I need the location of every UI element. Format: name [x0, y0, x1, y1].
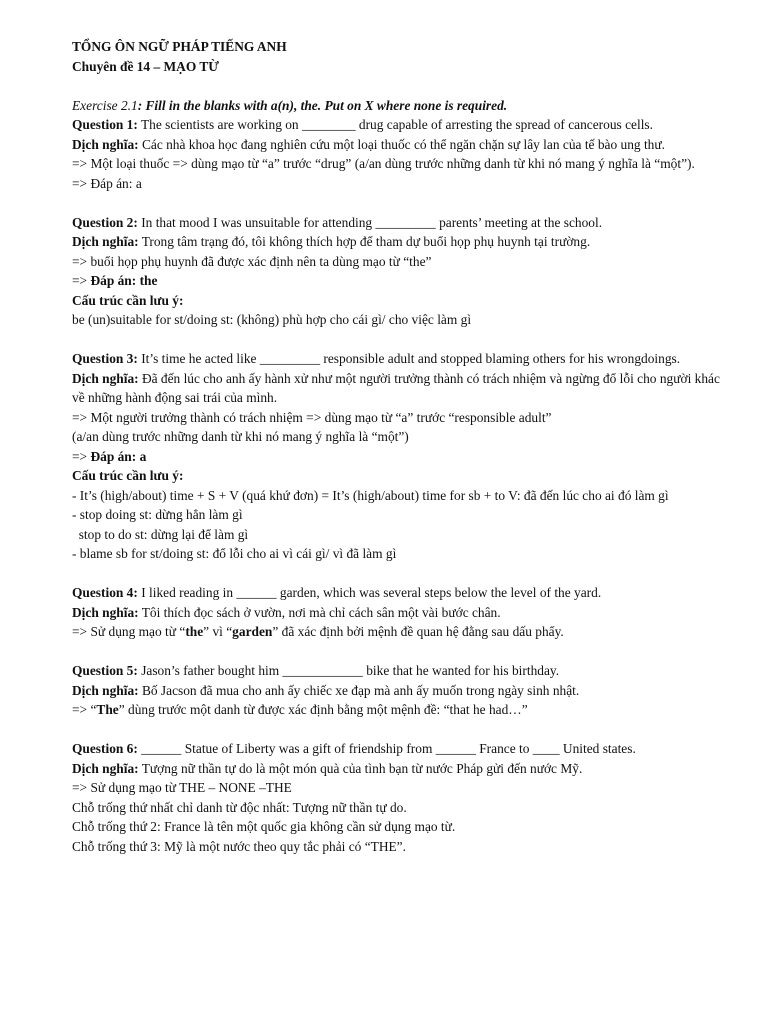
answer-text: Đáp án: a — [90, 448, 147, 464]
question-6 — [72, 739, 722, 759]
translation-label: Dịch nghĩa: — [72, 682, 139, 698]
note-part: => “ — [72, 702, 97, 717]
question-4-note — [72, 622, 722, 642]
question-2-answer — [72, 271, 722, 291]
note-part: ” đã xác định bởi mệnh đề quan hệ đằng sau dấu phẩy. — [272, 624, 564, 639]
translation-label: Dịch nghĩa: — [72, 234, 139, 249]
question-2-structure-label — [72, 291, 722, 311]
note-bold-garden: garden — [232, 624, 273, 639]
question-3-structure-3: stop to do st: dừng lại để làm gì — [72, 526, 249, 542]
answer-text: Đáp án: the — [90, 273, 158, 288]
translation-text: Bố Jacson đã mua cho anh ấy chiếc xe đạp mà anh ấy muốn trong ngày sinh nhật. — [138, 682, 580, 698]
note-part: ” vì “ — [203, 624, 233, 639]
question-3-structure-label — [72, 466, 722, 486]
question-3-note-2: (a/an dùng trước những danh từ khi nó mang ý nghĩa là “một”) — [72, 429, 409, 444]
question-2-translation — [72, 232, 722, 252]
structure-label: Cấu trúc cần lưu ý: — [72, 468, 184, 483]
question-2-text: In that mood I was unsuitable for attending _________ parents’ meeting at the school. — [137, 214, 603, 230]
document-content — [72, 37, 722, 856]
question-2-label: Question 2: — [72, 214, 138, 230]
translation-text: Tôi thích đọc sách ở vườn, nơi mà chỉ cách sân một vài bước chân. — [138, 604, 501, 620]
question-4-label: Question 4: — [72, 585, 138, 600]
question-5-text: Jason’s father bought him ____________ bike that he wanted for his birthday. — [137, 663, 560, 678]
question-6-translation — [72, 759, 722, 779]
note-bold-the: the — [185, 624, 204, 639]
question-5-note — [72, 700, 722, 720]
question-1-label: Question 1: — [72, 117, 138, 132]
note-bold-the: The — [96, 702, 119, 717]
question-3-note-1: => Một người trưởng thành có trách nhiệm => dùng mạo từ “a” trước “responsible adult” — [72, 409, 552, 425]
exercise-heading — [72, 96, 722, 116]
answer-prefix: => — [72, 448, 91, 464]
question-6-line-1: Chỗ trống thứ nhất chỉ danh từ độc nhất: Tượng nữ thần tự do. — [72, 799, 407, 815]
translation-label: Dịch nghĩa: — [72, 604, 139, 620]
question-3-structure-4: - blame sb for st/doing st: đổ lỗi cho ai vì cái gì/ vì đã làm gì — [72, 546, 397, 561]
question-3-structure-1: - It’s (high/about) time + S + V (quá khứ đơn) = It’s (high/about) time for sb + to V: đã đến lúc cho ai đó làm gì — [72, 487, 669, 503]
question-6-label: Question 6: — [72, 741, 138, 756]
question-2-structure: be (un)suitable for st/doing st: (không) phù hợp cho cái gì/ cho việc làm gì — [72, 312, 472, 327]
question-5-translation — [72, 681, 722, 701]
question-3-translation — [72, 369, 722, 408]
translation-label: Dịch nghĩa: — [72, 136, 139, 152]
question-4-translation — [72, 603, 722, 623]
translation-text: Đã đến lúc cho anh ấy hành xử như một người trưởng thành có trách nhiệm và ngừng đổ lỗi cho người khác về những hành động sai trái của mình. — [72, 370, 720, 405]
question-6-line-3: Chỗ trống thứ 3: Mỹ là một nước theo quy tắc phải có “THE”. — [72, 838, 406, 854]
exercise-label: Exercise 2.1 — [72, 97, 138, 113]
question-1 — [72, 115, 722, 135]
question-1-text: The scientists are working on ________ drug capable of arresting the spread of cancerous cells. — [137, 117, 653, 132]
question-5-label: Question 5: — [72, 663, 138, 678]
translation-text: Tượng nữ thần tự do là một món quà của tình bạn từ nước Pháp gửi đến nước Mỹ. — [138, 760, 583, 776]
question-4-text: I liked reading in ______ garden, which was several steps below the level of the yard. — [137, 585, 602, 600]
question-1-translation — [72, 135, 722, 155]
question-3-structure-2: - stop doing st: dừng hẳn làm gì — [72, 507, 243, 522]
question-5 — [72, 661, 722, 681]
question-1-answer: => Đáp án: a — [72, 175, 142, 191]
question-2 — [72, 213, 722, 233]
exercise-instruction: : Fill in the blanks with a(n), the. Put on X where none is required. — [137, 97, 508, 113]
note-part: => Sử dụng mạo từ “ — [72, 624, 186, 639]
note-part: ” dùng trước một danh từ được xác định bằng một mệnh đề: “that he had…” — [118, 702, 528, 717]
document-subtitle: Chuyên đề 14 – MẠO TỪ — [72, 58, 219, 74]
translation-label: Dịch nghĩa: — [72, 370, 139, 386]
translation-text: Trong tâm trạng đó, tôi không thích hợp để tham dự buổi họp phụ huynh tại trường. — [138, 234, 591, 249]
question-2-note: => buổi họp phụ huynh đã được xác định nên ta dùng mạo từ “the” — [72, 253, 432, 269]
question-3-answer — [72, 447, 722, 467]
structure-label: Cấu trúc cần lưu ý: — [72, 292, 184, 308]
question-1-note: => Một loại thuốc => dùng mạo từ “a” trước “drug” (a/an dùng trước những danh từ khi nó mang ý nghĩa là “một”). — [72, 156, 695, 171]
translation-label: Dịch nghĩa: — [72, 760, 139, 776]
question-4 — [72, 583, 722, 603]
question-6-text: ______ Statue of Liberty was a gift of friendship from ______ France to ____ United states. — [137, 741, 636, 756]
question-6-line-2: Chỗ trống thứ 2: France là tên một quốc gia không cần sử dụng mạo từ. — [72, 819, 456, 834]
answer-prefix: => — [72, 273, 91, 288]
question-6-note: => Sử dụng mạo từ THE – NONE –THE — [72, 780, 292, 795]
question-3 — [72, 349, 722, 369]
question-3-text: It’s time he acted like _________ responsible adult and stopped blaming others for his wrongdoings. — [137, 351, 681, 366]
translation-text: Các nhà khoa học đang nghiên cứu một loại thuốc có thể ngăn chặn sự lây lan của tế bào ung thư. — [138, 136, 665, 152]
question-3-label: Question 3: — [72, 351, 138, 366]
document-title: TỔNG ÔN NGỮ PHÁP TIẾNG ANH — [72, 39, 287, 54]
